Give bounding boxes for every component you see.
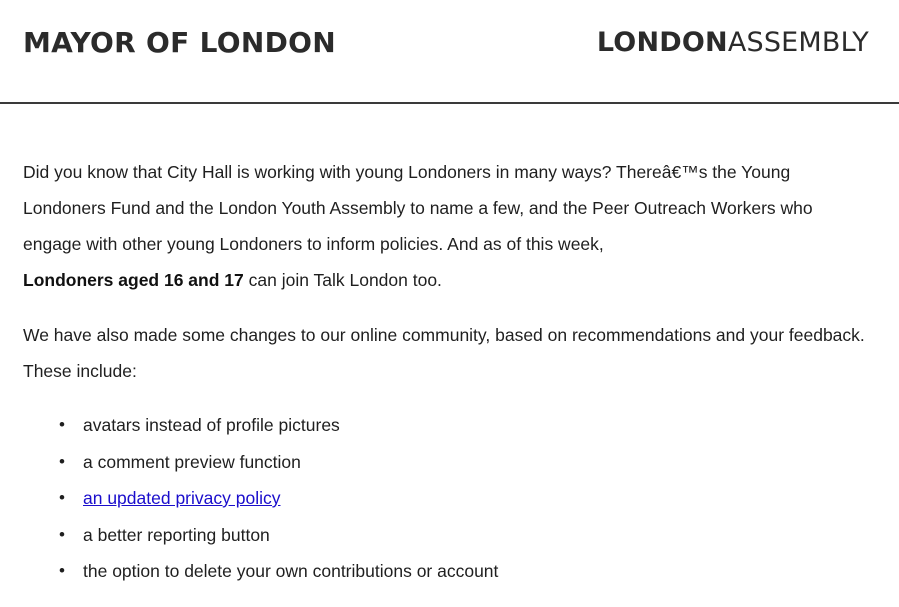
bullet-icon: •	[59, 488, 65, 507]
intro-bold-text: Londoners aged 16 and 17	[23, 270, 244, 290]
mayor-of-london-logo: MAYOR OF LONDON	[23, 26, 336, 59]
list-item	[23, 407, 873, 444]
assembly-logo-london: LONDON	[596, 27, 728, 58]
intro-text: Did you know that City Hall is working with young Londoners in many ways? Thereâ€™s the Young Londoners Fund and the London Youth Assembly to name a few, and the Peer Outreach Workers who engage with other young Londoners to inform policies. And as of this week,	[23, 162, 813, 254]
list-item-label: a comment preview function	[83, 451, 301, 472]
list-item	[23, 480, 873, 517]
intro-tail-text: can join Talk London too.	[248, 270, 442, 290]
list-item-label: the option to delete your own contributions or account	[83, 561, 499, 581]
list-item-label: avatars instead of profile pictures	[83, 415, 340, 435]
bullet-icon: •	[59, 451, 65, 471]
list-item	[23, 444, 873, 481]
intro-paragraph	[23, 154, 873, 298]
changes-paragraph: We have also made some changes to our online community, based on recommendations and your feedback. These include:	[23, 325, 865, 381]
bullet-icon: •	[59, 561, 65, 580]
list-item	[23, 553, 873, 590]
email-body	[23, 154, 873, 590]
assembly-logo-assembly: ASSEMBLY	[727, 27, 869, 58]
bullet-icon: •	[59, 524, 65, 544]
changes-list	[23, 407, 873, 590]
list-item-label: a better reporting button	[83, 524, 270, 545]
bullet-icon: •	[59, 415, 65, 434]
london-assembly-logo	[597, 27, 869, 58]
email-header	[0, 0, 899, 104]
list-item	[23, 517, 873, 554]
privacy-policy-link[interactable]: an updated privacy policy	[83, 488, 281, 508]
